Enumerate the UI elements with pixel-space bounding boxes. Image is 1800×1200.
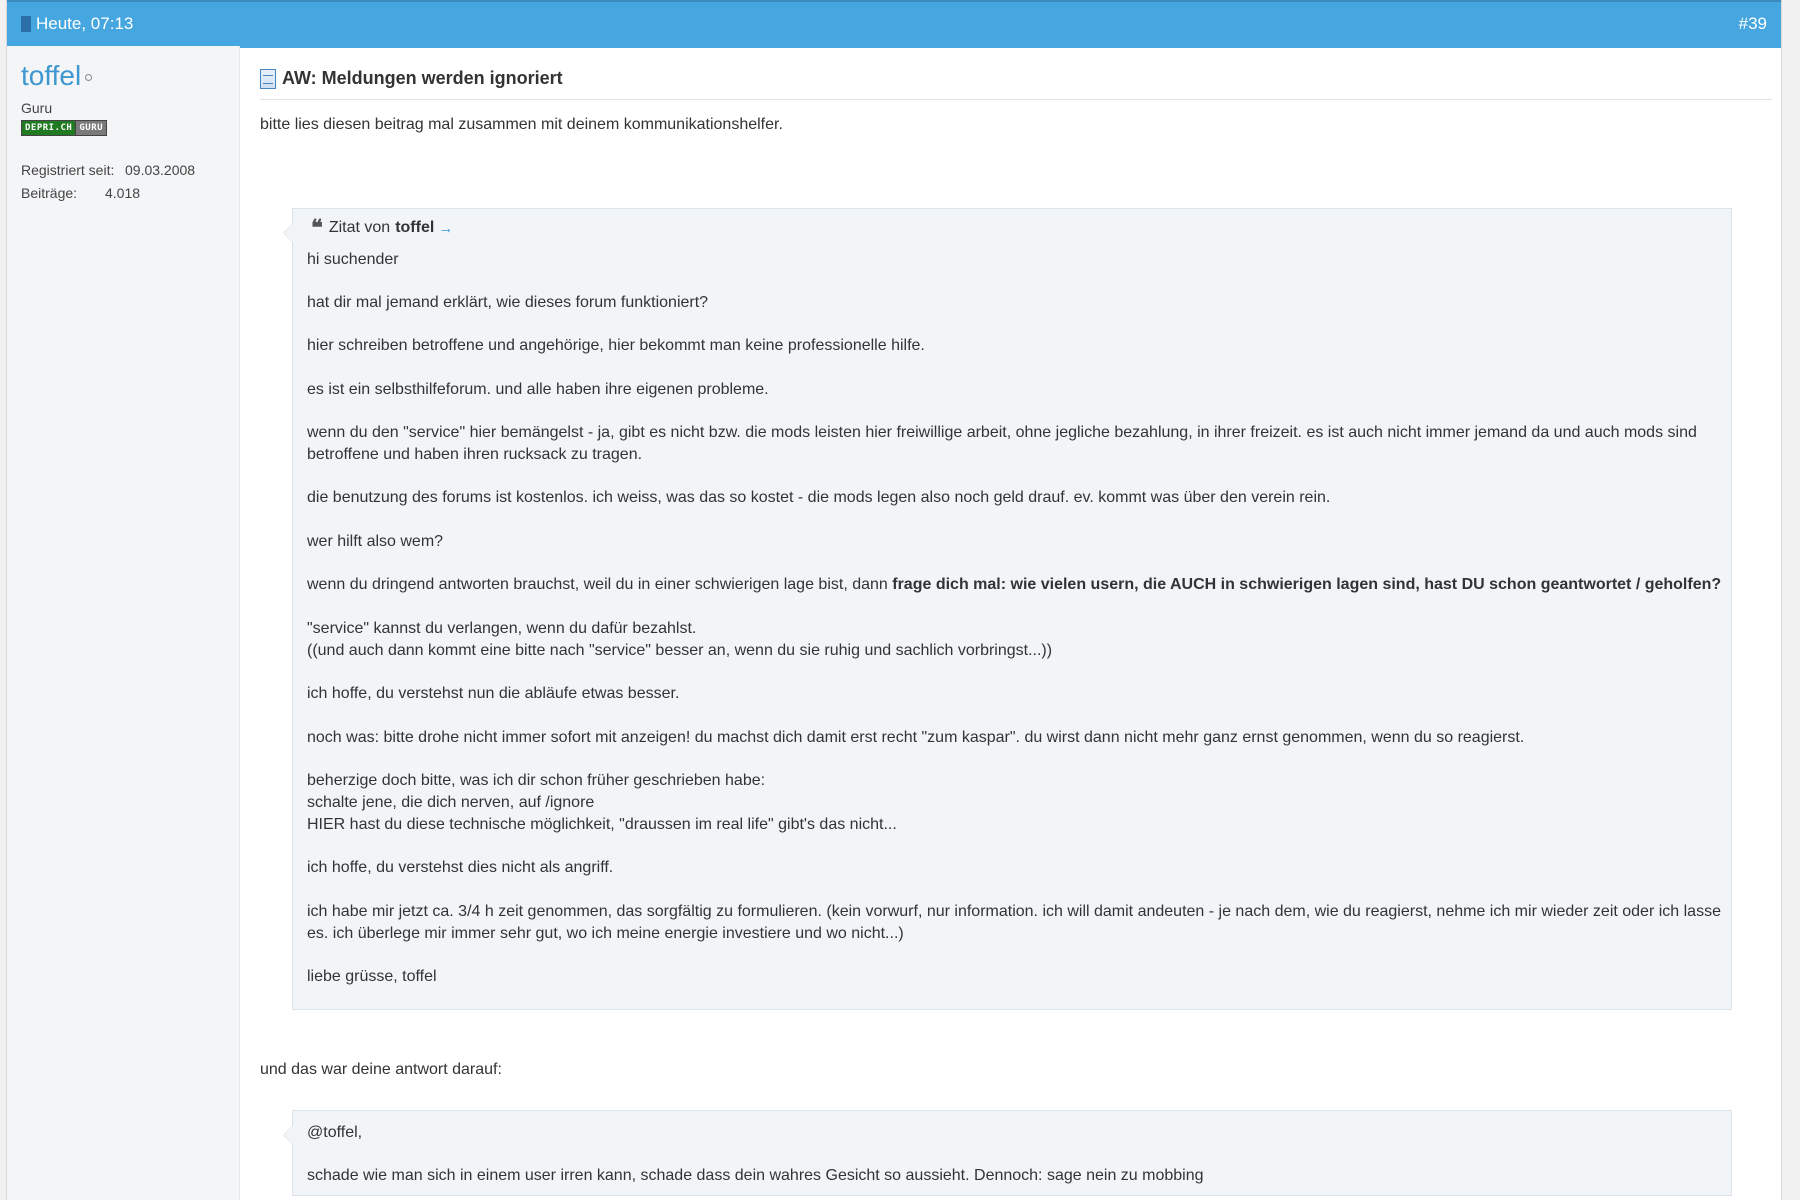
quote-line: schade wie man sich in einem user irren kann, schade dass dein wahres Gesicht so aussieht. Dennoch: sage nein zu mobbing	[307, 1167, 1204, 1184]
username-text: toffel	[21, 60, 82, 91]
quote-line: HIER hast du diese technische möglichkeit, "draussen im real life" gibt's das nicht...	[307, 816, 897, 833]
quote-line: ich habe mir jetzt ca. 3/4 h zeit genommen, das sorgfältig zu formulieren. (kein vorwurf, nur information. ich will damit andeuten - je nach dem, wie du reagierst, nehme ich mir wieder zeit oder ich lasse	[307, 903, 1721, 920]
quote-line: ich hoffe, du verstehst dies nicht als angriff.	[307, 859, 614, 876]
quote-line: "service" kannst du verlangen, wenn du dafür bezahlst.	[307, 620, 697, 637]
post-middle-text: und das war deine antwort darauf:	[260, 1061, 502, 1078]
post-header	[7, 0, 1781, 48]
quote-pointer	[283, 1125, 293, 1145]
quote-line: wenn du den "service" hier bemängelst - ja, gibt es nicht bzw. die mods leisten hier freiwillige arbeit, ohne jegliche bezahlung, in ihrer freizeit. es ist auch nicht immer jemand da und auch mods sind	[307, 424, 1697, 441]
quote-prefix: Zitat von	[328, 219, 391, 236]
offline-status-icon	[85, 74, 92, 81]
quote-author: toffel	[395, 219, 435, 236]
quote-line-bold: frage dich mal: wie vielen usern, die AUCH in schwierigen lagen sind, hast DU schon geantwortet / geholfen?	[892, 576, 1722, 593]
view-post-arrow-icon[interactable]: →	[438, 219, 454, 237]
posts-value: 4.018	[105, 185, 141, 201]
quote-line: @toffel,	[307, 1124, 363, 1141]
quote-line: ich hoffe, du verstehst nun die abläufe etwas besser.	[307, 685, 680, 702]
quote-block-reply	[292, 1110, 1732, 1196]
registered-label: Registriert seit:	[21, 162, 115, 178]
document-icon	[21, 16, 31, 32]
rank-badge-site: DEPRI.CH	[22, 121, 76, 135]
posts-stat	[21, 185, 140, 201]
quote-block	[292, 208, 1732, 1010]
quote-line: noch was: bitte drohe nicht immer sofort mit anzeigen! du machst dich damit erst recht "zum kaspar". du wirst dann nicht mehr ganz ernst genommen, wenn du so reagierst.	[307, 729, 1525, 746]
post-intro: bitte lies diesen beitrag mal zusammen mit deinem kommunikationshelfer.	[260, 116, 783, 133]
quote-line: die benutzung des forums ist kostenlos. ich weiss, was das so kostet - die mods legen also noch geld drauf. ev. kommt was über den verein rein.	[307, 489, 1331, 506]
registered-value: 09.03.2008	[125, 162, 196, 178]
post-icon	[260, 69, 276, 89]
username-link[interactable]	[21, 60, 92, 92]
post-date	[21, 14, 133, 34]
quote-line: hat dir mal jemand erklärt, wie dieses forum funktioniert?	[307, 294, 709, 311]
user-sidebar	[7, 46, 240, 1200]
quote-line: liebe grüsse, toffel	[307, 968, 437, 985]
quote-line-normal: wenn du dringend antworten brauchst, weil du in einer schwierigen lage bist, dann	[307, 576, 893, 593]
quote-line: hier schreiben betroffene und angehörige, hier bekommt man keine professionelle hilfe.	[307, 337, 925, 354]
quote-line: hi suchender	[307, 251, 399, 268]
quote-icon: ❝	[311, 215, 323, 241]
quote-line: schalte jene, die dich nerven, auf /ignore	[307, 794, 595, 811]
quote-line: betroffene und haben ihren rucksack zu tragen.	[307, 446, 643, 463]
rank-badge-level: GURU	[76, 121, 106, 135]
user-rank: Guru	[21, 100, 53, 116]
quote-line: es. ich überlege mir immer sehr gut, wo ich meine energie investiere und wo nicht...)	[307, 925, 904, 942]
post-number-link[interactable]: #39	[1738, 14, 1767, 33]
quote-pointer	[283, 223, 293, 243]
post-date-text: Heute, 07:13	[36, 14, 134, 33]
quote-line: beherzige doch bitte, was ich dir schon früher geschrieben habe:	[307, 772, 766, 789]
quote-line	[307, 574, 1721, 596]
forum-post	[6, 0, 1782, 1200]
quote-line: ((und auch dann kommt eine bitte nach "service" besser an, wenn du sie ruhig und sachlich vorbringst...))	[307, 642, 1053, 659]
posts-label: Beiträge:	[21, 185, 78, 201]
rank-badge	[21, 120, 107, 136]
registered-stat	[21, 162, 195, 178]
quote-header	[311, 215, 454, 241]
quote-line: es ist ein selbsthilfeforum. und alle haben ihre eigenen probleme.	[307, 381, 769, 398]
quote-line: wer hilft also wem?	[307, 533, 444, 550]
post-title	[260, 68, 1772, 100]
post-title-text: AW: Meldungen werden ignoriert	[282, 68, 563, 88]
